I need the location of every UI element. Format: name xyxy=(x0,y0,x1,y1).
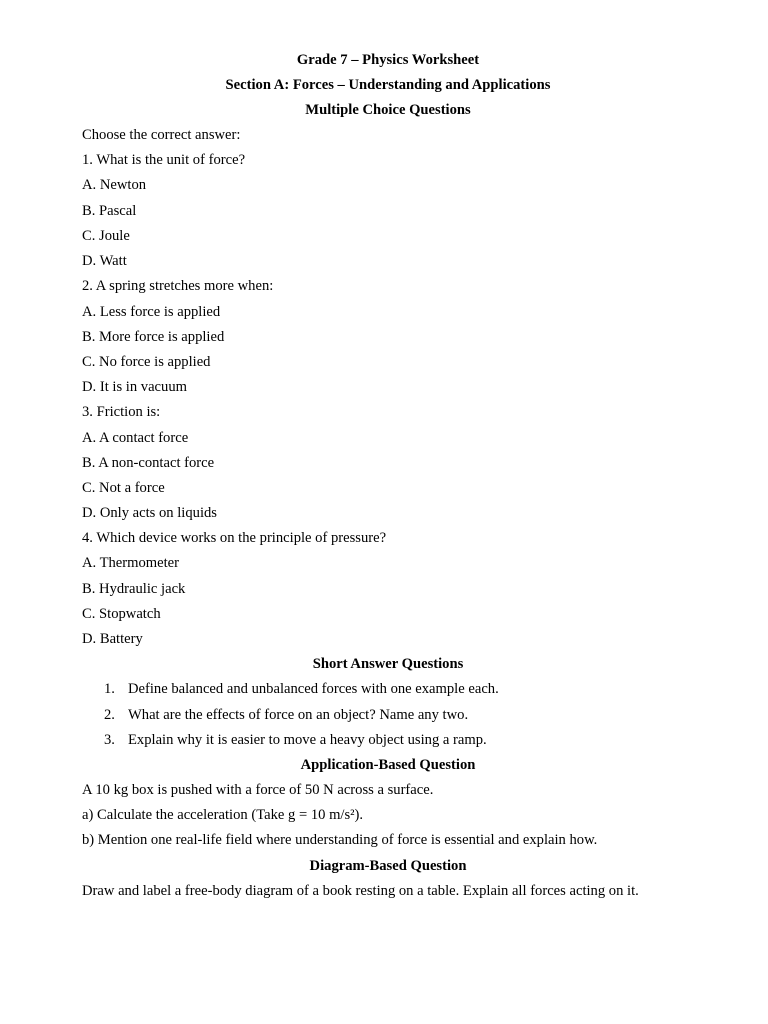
question-1-option-c: C. Joule xyxy=(82,228,130,244)
short-answer-text: What are the effects of force on an object? Name any two. xyxy=(128,707,469,723)
short-answer-text: Explain why it is easier to move a heavy object using a ramp. xyxy=(128,732,487,748)
short-answer-number: 1. xyxy=(104,681,115,697)
question-4: 4. Which device works on the principle of pressure? xyxy=(82,530,387,546)
application-part-b: b) Mention one real-life field where understanding of force is essential and explain how. xyxy=(82,832,598,848)
question-3-option-b: B. A non-contact force xyxy=(82,455,215,471)
diagram-prompt: Draw and label a free-body diagram of a book resting on a table. Explain all forces acting on it. xyxy=(82,883,639,899)
diagram-heading: Diagram-Based Question xyxy=(309,858,467,874)
question-1-option-d: D. Watt xyxy=(82,253,127,269)
question-1-option-b: B. Pascal xyxy=(82,203,137,219)
question-4-option-a: A. Thermometer xyxy=(82,555,179,571)
question-2: 2. A spring stretches more when: xyxy=(82,278,274,294)
question-3-option-d: D. Only acts on liquids xyxy=(82,505,217,521)
question-4-option-c: C. Stopwatch xyxy=(82,606,161,622)
application-heading: Application-Based Question xyxy=(300,757,476,773)
short-answer-number: 2. xyxy=(104,707,115,723)
application-part-a: a) Calculate the acceleration (Take g = 10 m/s²). xyxy=(82,807,364,823)
mcq-instruction: Choose the correct answer: xyxy=(82,127,241,143)
short-answer-number: 3. xyxy=(104,732,115,748)
question-3: 3. Friction is: xyxy=(82,404,161,420)
short-answer-text: Define balanced and unbalanced forces with one example each. xyxy=(128,681,499,697)
question-2-option-b: B. More force is applied xyxy=(82,329,225,345)
question-2-option-c: C. No force is applied xyxy=(82,354,211,370)
worksheet-title: Grade 7 – Physics Worksheet xyxy=(296,52,480,68)
mcq-heading: Multiple Choice Questions xyxy=(305,102,471,118)
question-4-option-b: B. Hydraulic jack xyxy=(82,581,186,597)
question-3-option-a: A. A contact force xyxy=(82,430,189,446)
application-prompt: A 10 kg box is pushed with a force of 50 N across a surface. xyxy=(82,782,434,798)
question-1: 1. What is the unit of force? xyxy=(82,152,246,168)
question-1-option-a: A. Newton xyxy=(82,177,147,193)
section-title: Section A: Forces – Understanding and Applications xyxy=(225,77,551,93)
question-4-option-d: D. Battery xyxy=(82,631,143,647)
short-answer-heading: Short Answer Questions xyxy=(312,656,464,672)
question-2-option-a: A. Less force is applied xyxy=(82,304,221,320)
question-3-option-c: C. Not a force xyxy=(82,480,165,496)
question-2-option-d: D. It is in vacuum xyxy=(82,379,187,395)
